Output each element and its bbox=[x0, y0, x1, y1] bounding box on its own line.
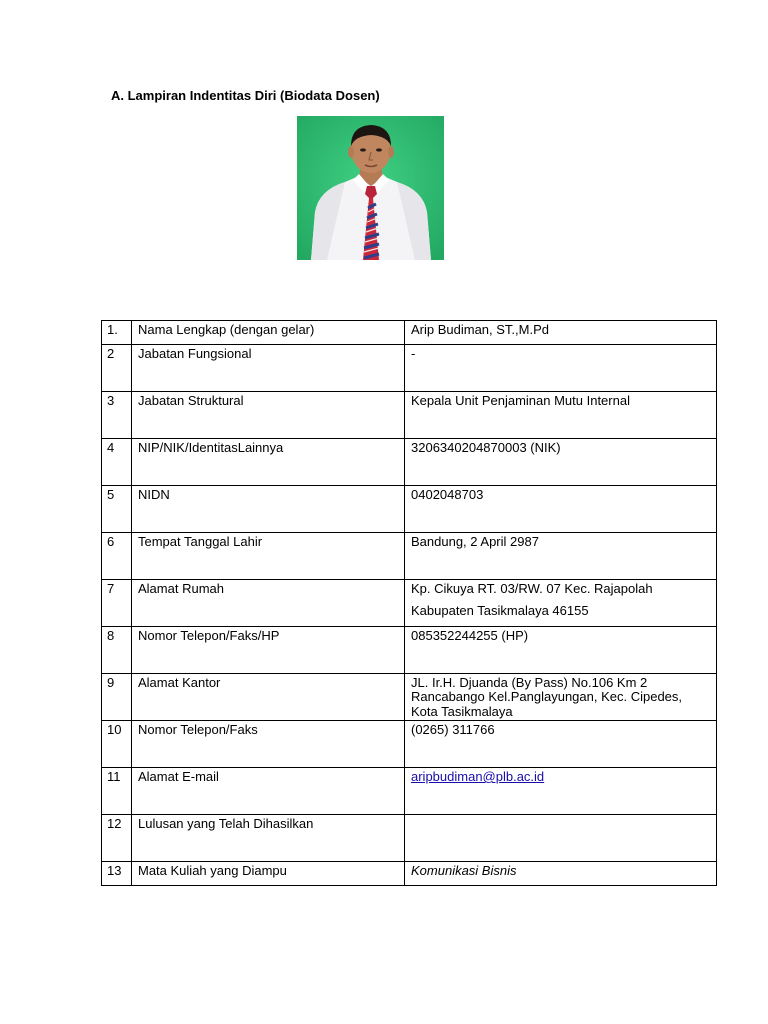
row-value: 3206340204870003 (NIK) bbox=[405, 439, 717, 486]
office-address-line-1: JL. Ir.H. Djuanda (By Pass) No.106 Km 2 bbox=[411, 675, 648, 690]
row-label: Alamat Kantor bbox=[132, 674, 405, 721]
table-row bbox=[102, 862, 717, 886]
row-label: NIP/NIK/IdentitasLainnya bbox=[132, 439, 405, 486]
row-number: 13 bbox=[102, 862, 132, 886]
row-value: (0265) 311766 bbox=[405, 721, 717, 768]
row-number: 11 bbox=[102, 768, 132, 815]
row-label: NIDN bbox=[132, 486, 405, 533]
row-label: Nama Lengkap (dengan gelar) bbox=[132, 321, 405, 345]
office-address-line-2: Rancabango Kel.Panglayungan, Kec. Cipedes, bbox=[411, 689, 683, 704]
table-row bbox=[102, 627, 717, 674]
row-value: 085352244255 (HP) bbox=[405, 627, 717, 674]
row-number: 1. bbox=[102, 321, 132, 345]
email-link[interactable]: aripbudiman@plb.ac.id bbox=[411, 769, 545, 784]
row-label: Jabatan Fungsional bbox=[132, 345, 405, 392]
home-address-line-1: Kp. Cikuya RT. 03/RW. 07 Kec. Rajapolah bbox=[411, 581, 653, 596]
office-address-line-3: Kota Tasikmalaya bbox=[411, 704, 513, 719]
table-row bbox=[102, 486, 717, 533]
profile-photo bbox=[297, 116, 444, 260]
row-value bbox=[405, 674, 717, 721]
table-row bbox=[102, 392, 717, 439]
page-title: A. Lampiran Indentitas Diri (Biodata Dosen) bbox=[111, 88, 380, 103]
row-value: Arip Budiman, ST.,M.Pd bbox=[405, 321, 717, 345]
table-row bbox=[102, 321, 717, 345]
row-number: 3 bbox=[102, 392, 132, 439]
row-label: Alamat Rumah bbox=[132, 580, 405, 627]
table-row bbox=[102, 439, 717, 486]
portrait-image bbox=[297, 116, 444, 260]
row-value: 0402048703 bbox=[405, 486, 717, 533]
table-row bbox=[102, 345, 717, 392]
row-number: 5 bbox=[102, 486, 132, 533]
row-value bbox=[405, 815, 717, 862]
row-value: - bbox=[405, 345, 717, 392]
row-number: 7 bbox=[102, 580, 132, 627]
row-number: 9 bbox=[102, 674, 132, 721]
row-number: 8 bbox=[102, 627, 132, 674]
row-label: Nomor Telepon/Faks/HP bbox=[132, 627, 405, 674]
row-label: Mata Kuliah yang Diampu bbox=[132, 862, 405, 886]
table-row bbox=[102, 674, 717, 721]
table-row bbox=[102, 533, 717, 580]
table-row bbox=[102, 815, 717, 862]
table-row bbox=[102, 580, 717, 627]
row-value: Komunikasi Bisnis bbox=[405, 862, 717, 886]
home-address-line-2: Kabupaten Tasikmalaya 46155 bbox=[411, 603, 589, 618]
row-label: Alamat E-mail bbox=[132, 768, 405, 815]
row-number: 4 bbox=[102, 439, 132, 486]
row-value bbox=[405, 580, 717, 627]
row-number: 12 bbox=[102, 815, 132, 862]
row-number: 2 bbox=[102, 345, 132, 392]
row-label: Jabatan Struktural bbox=[132, 392, 405, 439]
row-value: Bandung, 2 April 2987 bbox=[405, 533, 717, 580]
row-label: Nomor Telepon/Faks bbox=[132, 721, 405, 768]
row-number: 6 bbox=[102, 533, 132, 580]
row-label: Tempat Tanggal Lahir bbox=[132, 533, 405, 580]
row-value bbox=[405, 768, 717, 815]
table-row bbox=[102, 721, 717, 768]
biodata-table bbox=[101, 320, 717, 886]
row-number: 10 bbox=[102, 721, 132, 768]
table-row bbox=[102, 768, 717, 815]
row-label: Lulusan yang Telah Dihasilkan bbox=[132, 815, 405, 862]
row-value: Kepala Unit Penjaminan Mutu Internal bbox=[405, 392, 717, 439]
